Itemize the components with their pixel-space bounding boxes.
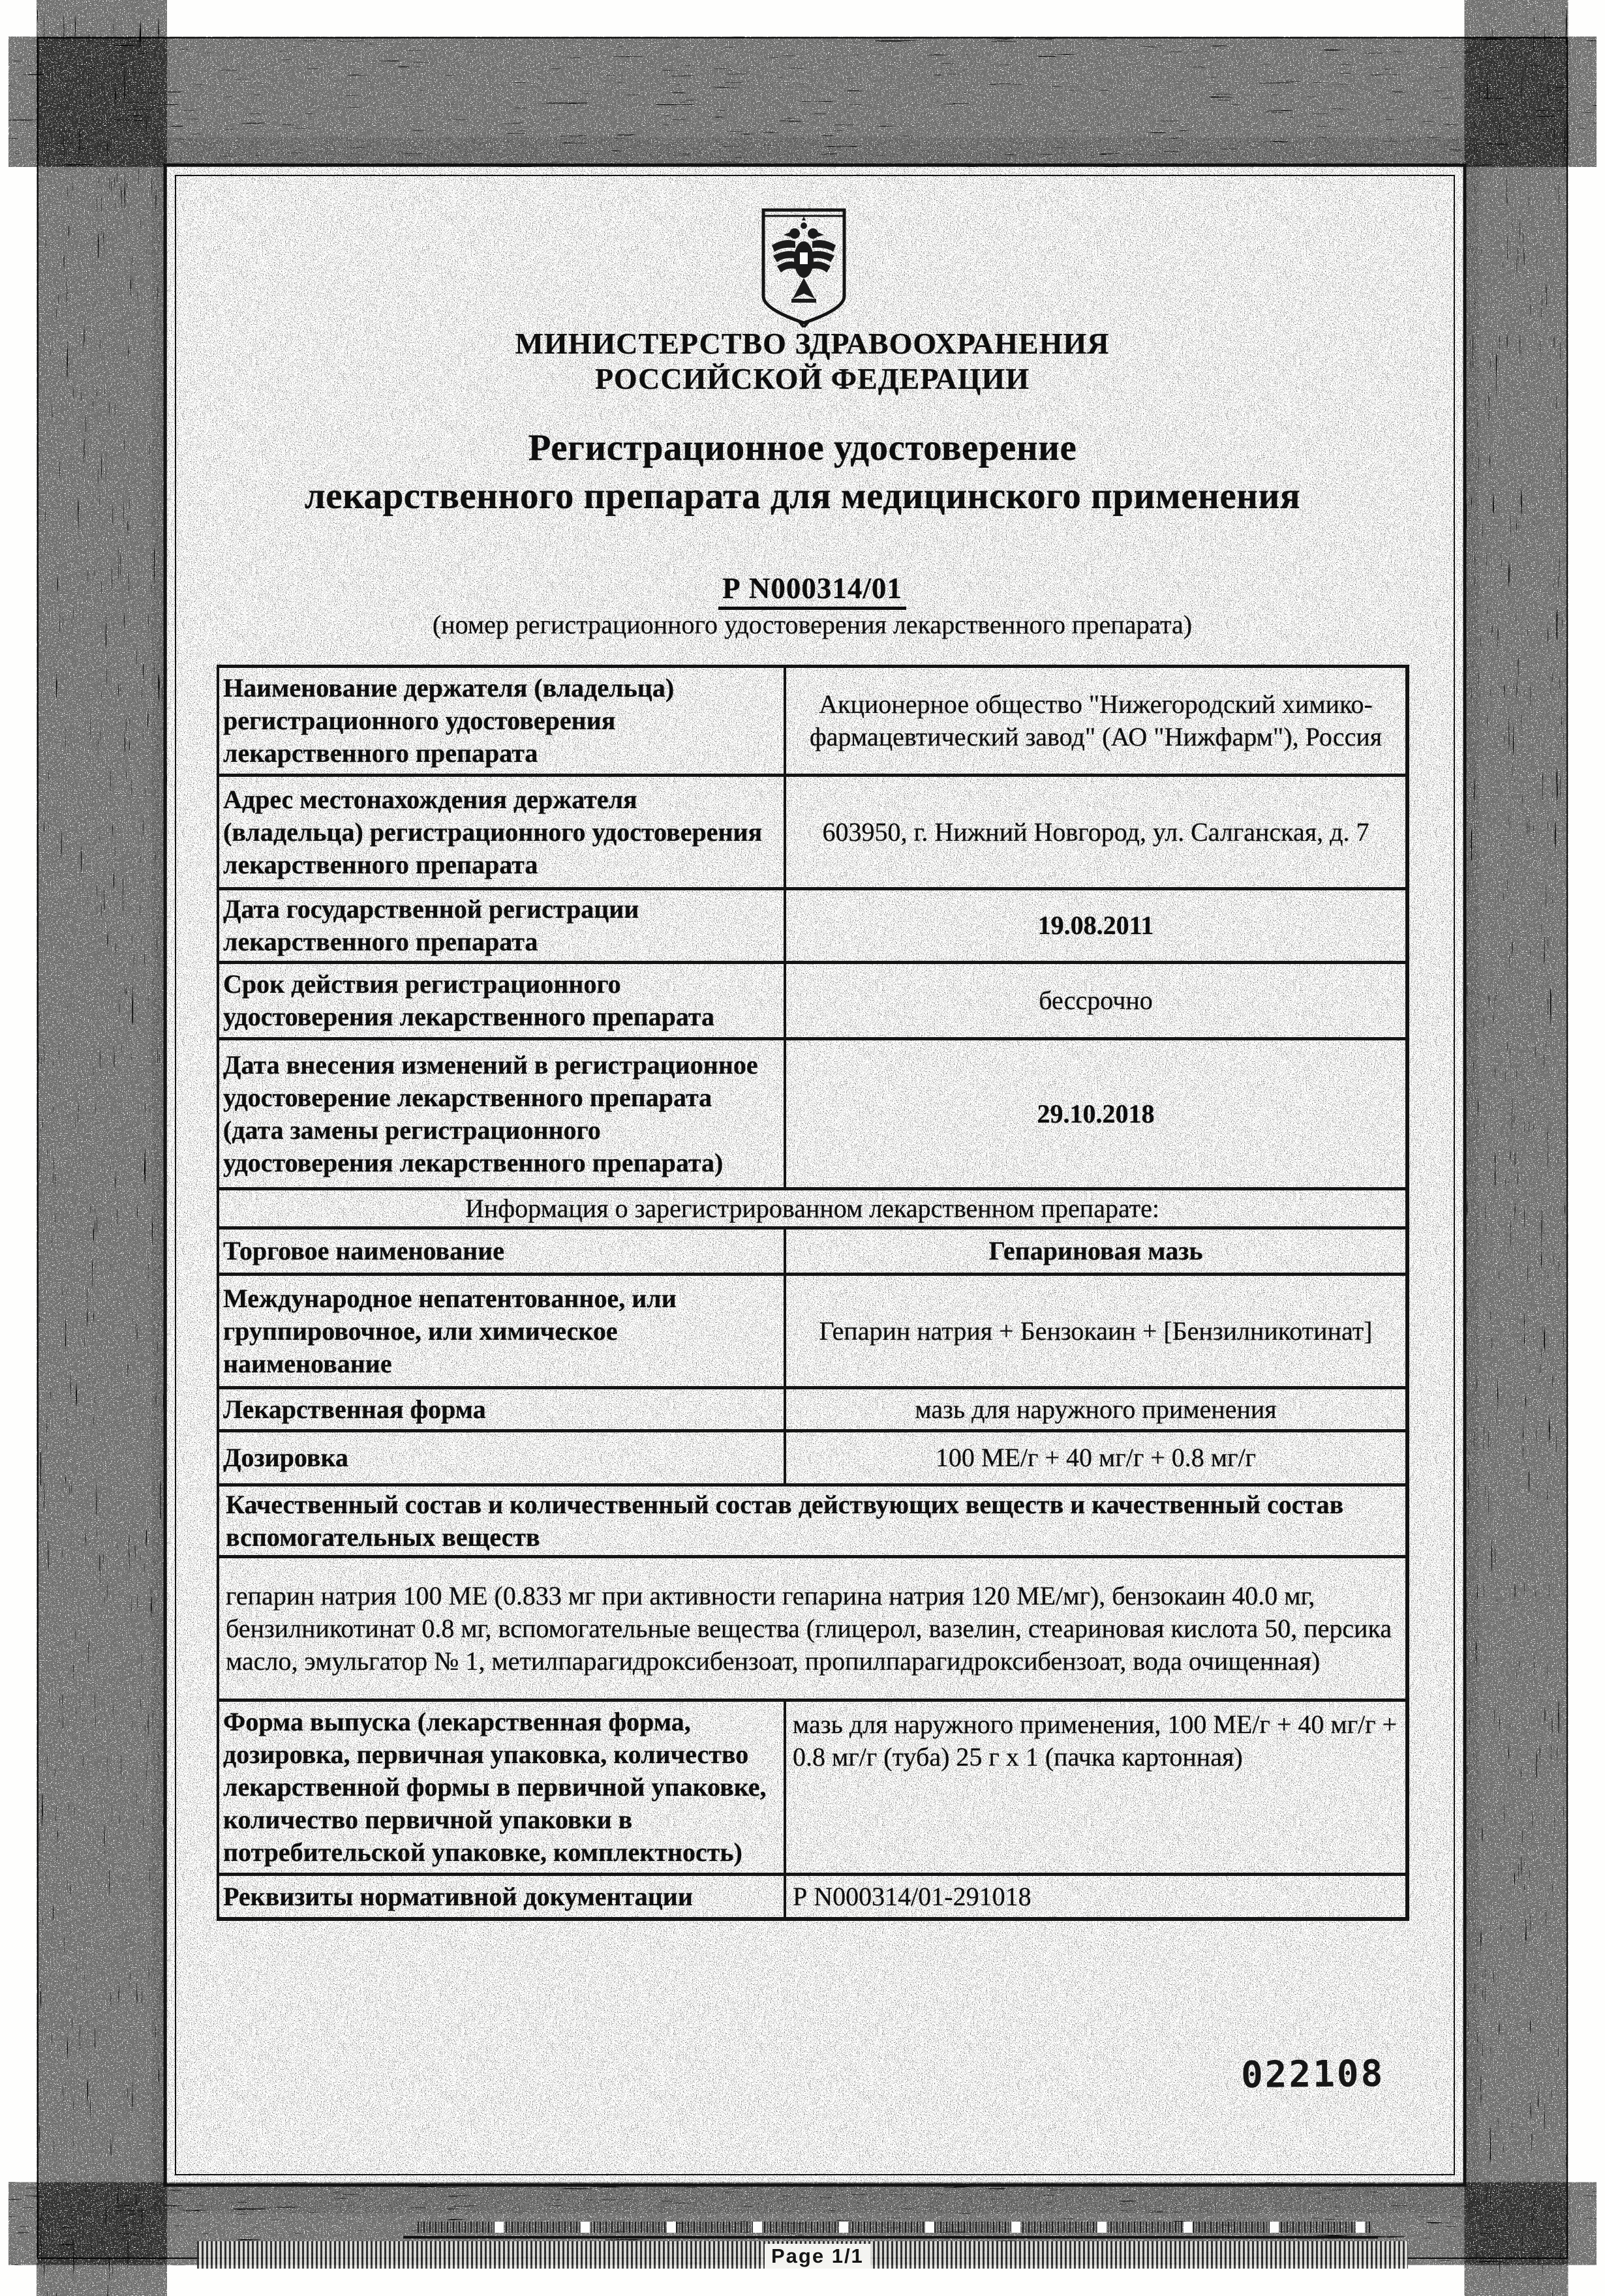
table-row-trade-name bbox=[219, 1226, 1405, 1273]
document-title-line2: лекарственного препарата для медицинского применения bbox=[304, 476, 1301, 517]
table-row-inn bbox=[219, 1273, 1405, 1386]
row-value: 19.08.2011 bbox=[1037, 911, 1154, 940]
row-label: Форма выпуска (лекарственная форма, дозировка, первичная упаковка, количество лекарственной формы в первичной упаковке, количество первичной упаковки в потребительской упаковке, комплектность) bbox=[219, 1702, 786, 1873]
row-value: бессрочно bbox=[1039, 986, 1153, 1015]
section-heading: Качественный состав и количественный состав действующих веществ и качественный состав вспомогательных веществ bbox=[226, 1489, 1344, 1552]
row-value: Гепариновая мазь bbox=[988, 1236, 1203, 1265]
ministry-line2: РОССИЙСКОЙ ФЕДЕРАЦИИ bbox=[595, 362, 1030, 395]
row-value: 29.10.2018 bbox=[1037, 1098, 1155, 1128]
row-label: Реквизиты нормативной документации bbox=[219, 1876, 786, 1917]
row-label: Торговое наименование bbox=[219, 1230, 786, 1273]
footer-rule bbox=[403, 2236, 1378, 2239]
document-title-line1: Регистрационное удостоверение bbox=[528, 427, 1077, 468]
row-value: Гепарин натрия + Бензокаин + [Бензилникотинат] bbox=[819, 1316, 1373, 1346]
row-value: 603950, г. Нижний Новгород, ул. Салганская, д. 7 bbox=[822, 817, 1369, 847]
table-row-dosage-form bbox=[219, 1386, 1405, 1429]
table-row-holder-name bbox=[219, 668, 1405, 774]
russia-coat-of-arms-icon bbox=[759, 206, 849, 327]
row-value: Р N000314/01-291018 bbox=[793, 1881, 1032, 1911]
table-row-dosage bbox=[219, 1429, 1405, 1483]
table-row-composition-heading bbox=[219, 1483, 1405, 1555]
table-row-normative-docs bbox=[219, 1873, 1405, 1917]
table-row-holder-address bbox=[219, 774, 1405, 887]
row-value: мазь для наружного применения bbox=[915, 1394, 1277, 1424]
row-label: Дата государственной регистрации лекарственного препарата bbox=[219, 890, 786, 961]
footer-microtext-line bbox=[418, 2222, 1371, 2233]
table-row-info-heading bbox=[219, 1187, 1405, 1226]
table-row-release-form bbox=[219, 1699, 1405, 1873]
row-value: 100 МЕ/г + 40 мг/г + 0.8 мг/г bbox=[935, 1443, 1257, 1472]
registration-number-caption: (номер регистрационного удостоверения лекарственного препарата) bbox=[432, 610, 1193, 639]
certificate-table bbox=[217, 665, 1409, 1921]
row-value: мазь для наружного применения, 100 МЕ/г + 40 мг/г + 0.8 мг/г (туба) 25 г х 1 (пачка картонная) bbox=[793, 1710, 1398, 1772]
ministry-header bbox=[215, 326, 1409, 397]
serial-number: 022108 bbox=[1240, 2052, 1385, 2097]
composition-text: гепарин натрия 100 МЕ (0.833 мг при активности гепарина натрия 120 МЕ/мг), бензокаин 40.0 мг, бензилникотинат 0.8 мг, вспомогательные вещества (глицерол, вазелин, стеариновая кислота 50, персика масло, эмульгатор № 1, метилпарагидроксибензоат, пропилпарагидроксибензоат, вода очищенная) bbox=[226, 1580, 1392, 1676]
page-indicator: Page 1/1 bbox=[765, 2244, 870, 2269]
row-label: Наименование держателя (владельца) регистрационного удостоверения лекарственного препарата bbox=[219, 668, 786, 774]
table-row-amendment-date bbox=[219, 1037, 1405, 1187]
row-label: Срок действия регистрационного удостоверения лекарственного препарата bbox=[219, 964, 786, 1037]
table-row-registration-date bbox=[219, 887, 1405, 961]
row-label: Дозировка bbox=[219, 1432, 786, 1483]
document-title bbox=[98, 424, 1507, 521]
table-row-validity bbox=[219, 961, 1405, 1037]
row-value: Акционерное общество "Нижегородский химико-фармацевтический завод" (АО "Нижфарм"), Россия bbox=[809, 689, 1383, 751]
row-label: Дата внесения изменений в регистрационное удостоверение лекарственного препарата (дата замены регистрационного удостоверения лекарственного препарата) bbox=[219, 1040, 786, 1187]
table-row-composition bbox=[219, 1555, 1405, 1699]
section-heading: Информация о зарегистрированном лекарственном препарате: bbox=[465, 1193, 1160, 1223]
ministry-line1: МИНИСТЕРСТВО ЗДРАВООХРАНЕНИЯ bbox=[515, 327, 1110, 360]
row-label: Лекарственная форма bbox=[219, 1389, 786, 1429]
row-label: Адрес местонахождения держателя (владельца) регистрационного удостоверения лекарственного препарата bbox=[219, 777, 786, 887]
registration-number: Р N000314/01 bbox=[215, 571, 1409, 605]
row-label: Международное непатентованное, или группировочное, или химическое наименование bbox=[219, 1276, 786, 1386]
